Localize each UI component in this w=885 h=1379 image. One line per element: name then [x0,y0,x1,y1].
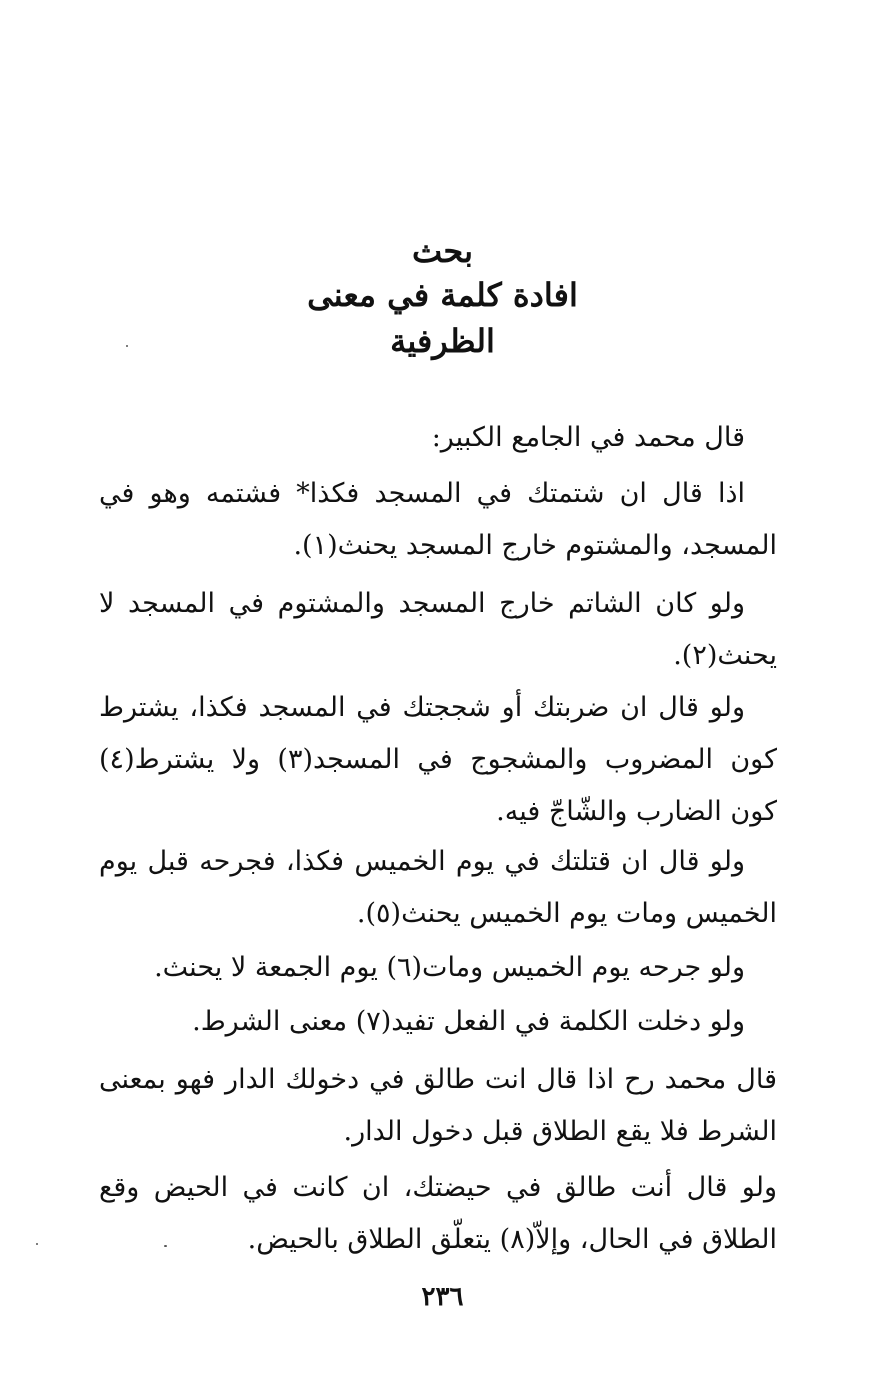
paragraph-4: ولو قال ان قتلتك في يوم الخميس فكذا، فجرحه قبل يوم الخميس ومات يوم الخميس يحنث(٥). [99,846,777,929]
chapter-heading-line-1: بحث [412,232,473,270]
scan-speck [36,1243,38,1245]
paragraph-intro: قال محمد في الجامع الكبير: [431,422,745,453]
paragraph-7: قال محمد رح اذا قال انت طالق في دخولك الدار فهو بمعنى الشرط فلا يقع الطلاق قبل دخول الدار. [99,1064,777,1147]
scan-speck [126,345,128,347]
chapter-heading-line-2: افادة كلمة في معنى [307,276,578,314]
chapter-heading-line-3: الظرفية [390,322,495,360]
paragraph-6: ولو دخلت الكلمة في الفعل تفيد(٧) معنى الشرط. [192,1006,745,1037]
paragraph-3: ولو قال ان ضربتك أو شججتك في المسجد فكذا، يشترط كون المضروب والمشجوج في المسجد(٣) ولا يشترط(٤) كون الضارب والشّاجّ فيه. [99,692,777,827]
paragraph-2: ولو كان الشاتم خارج المسجد والمشتوم في المسجد لا يحنث(٢). [99,588,777,671]
page-number: ٢٣٦ [421,1282,464,1312]
scan-speck [164,1245,167,1247]
paragraph-8: ولو قال أنت طالق في حيضتك، ان كانت في الحيض وقع الطلاق في الحال، وإلاّ(٨) يتعلّق الطلاق بالحيض. [99,1172,777,1255]
paragraph-1: اذا قال ان شتمتك في المسجد فكذا* فشتمه وهو في المسجد، والمشتوم خارج المسجد يحنث(١). [99,478,777,561]
paragraph-5: ولو جرحه يوم الخميس ومات(٦) يوم الجمعة لا يحنث. [154,952,745,983]
